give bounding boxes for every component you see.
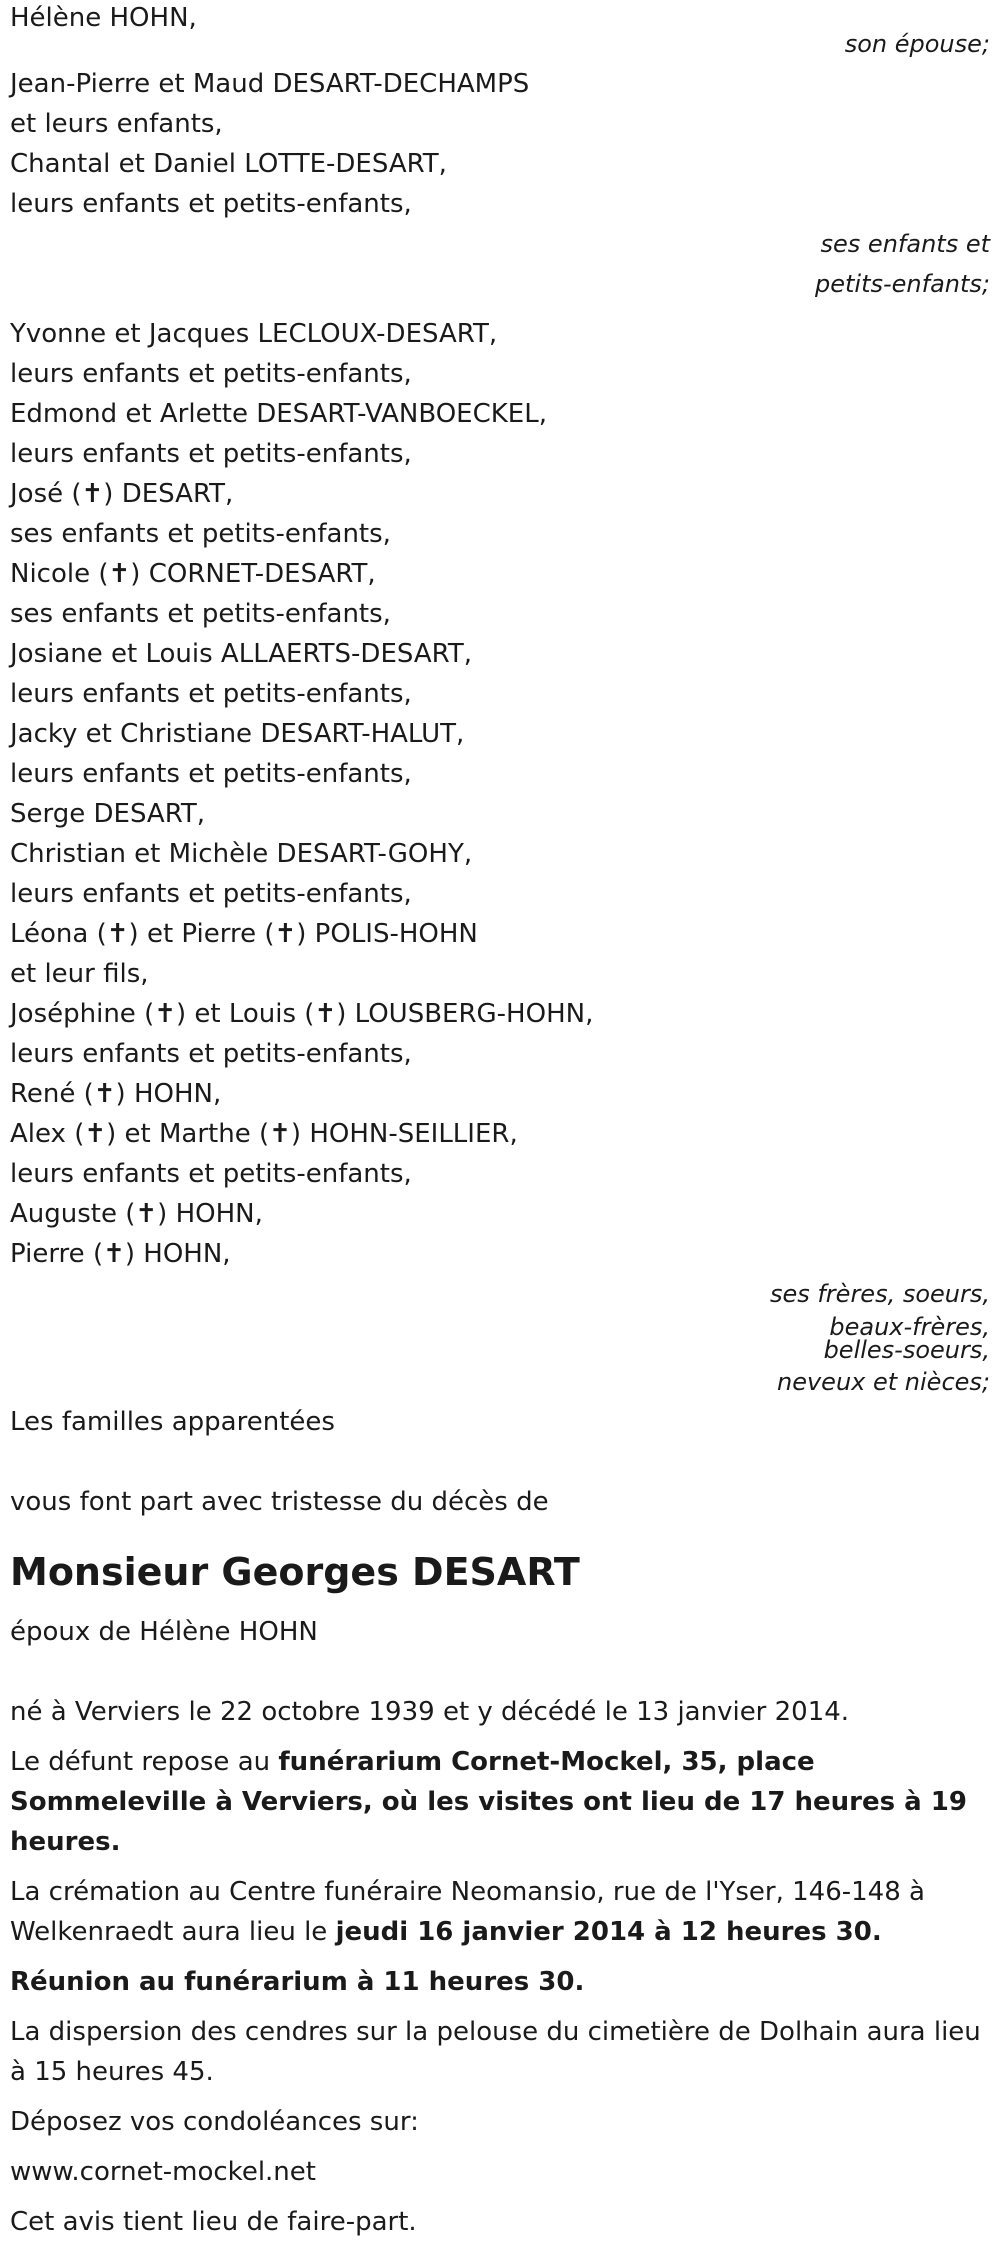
condolences-line: Déposez vos condoléances sur: <box>10 2107 419 2137</box>
spouse-of-line: époux de Hélène HOHN <box>10 1617 318 1647</box>
born-paragraph: né à Verviers le 22 octobre 1939 et y décédé le 13 janvier 2014. <box>10 1697 850 1727</box>
meeting-paragraph: Réunion au funérarium à 11 heures 30. <box>10 1967 585 1997</box>
sibling-line: Nicole (✝) CORNET-DESART, <box>10 559 376 589</box>
sibling-line: leurs enfants et petits-enfants, <box>10 1039 412 1069</box>
child-line: Jean-Pierre et Maud DESART-DECHAMPS <box>10 69 530 99</box>
sibling-line: et leur fils, <box>10 959 149 989</box>
child-line: leurs enfants et petits-enfants, <box>10 189 412 219</box>
cremation-intro: La crémation au Centre funéraire Neomansio, rue de l'Yser, 146-148 à Welkenraedt aura lieu le <box>10 1877 925 1947</box>
deceased-name: Monsieur Georges DESART <box>10 1550 580 1594</box>
cremation-paragraph <box>10 1872 990 1952</box>
sibling-line: ses enfants et petits-enfants, <box>10 599 391 629</box>
sibling-line: José (✝) DESART, <box>10 479 234 509</box>
child-line: Chantal et Daniel LOTTE-DESART, <box>10 149 447 179</box>
role-children: ses enfants et <box>820 230 990 258</box>
role-siblings: ses frères, soeurs, <box>769 1280 990 1308</box>
sibling-line: René (✝) HOHN, <box>10 1079 222 1109</box>
role-children: petits-enfants; <box>815 270 990 298</box>
sibling-line: Alex (✝) et Marthe (✝) HOHN-SEILLIER, <box>10 1119 518 1149</box>
role-spouse: son épouse; <box>844 30 990 58</box>
role-siblings: neveux et nièces; <box>777 1368 990 1396</box>
sibling-line: Léona (✝) et Pierre (✝) POLIS-HOHN <box>10 919 478 949</box>
website-link[interactable]: www.cornet-mockel.net <box>10 2157 316 2187</box>
announce-line: vous font part avec tristesse du décès de <box>10 1487 549 1517</box>
child-line: et leurs enfants, <box>10 109 223 139</box>
role-siblings: belles-soeurs, <box>823 1336 990 1364</box>
sibling-line: ses enfants et petits-enfants, <box>10 519 391 549</box>
sibling-line: Auguste (✝) HOHN, <box>10 1199 263 1229</box>
role-siblings: beaux-frères, <box>829 1313 990 1341</box>
sibling-line: leurs enfants et petits-enfants, <box>10 759 412 789</box>
sibling-line: leurs enfants et petits-enfants, <box>10 679 412 709</box>
closing-line: Cet avis tient lieu de faire-part. <box>10 2207 417 2237</box>
sibling-line: Christian et Michèle DESART-GOHY, <box>10 839 473 869</box>
sibling-line: Pierre (✝) HOHN, <box>10 1239 231 1269</box>
sibling-line: Yvonne et Jacques LECLOUX-DESART, <box>10 319 498 349</box>
sibling-line: Josiane et Louis ALLAERTS-DESART, <box>10 639 472 669</box>
spouse-name: Hélène HOHN, <box>10 3 197 33</box>
rest-paragraph <box>10 1742 990 1862</box>
sibling-line: leurs enfants et petits-enfants, <box>10 359 412 389</box>
rest-location: funérarium Cornet-Mockel, 35, place Sommeleville à Verviers, où les visites ont lieu de 17 heures à 19 heures. <box>10 1747 967 1857</box>
sibling-line: Joséphine (✝) et Louis (✝) LOUSBERG-HOHN, <box>10 999 594 1029</box>
sibling-line: Jacky et Christiane DESART-HALUT, <box>10 719 465 749</box>
sibling-line: Serge DESART, <box>10 799 206 829</box>
sibling-line: Edmond et Arlette DESART-VANBOECKEL, <box>10 399 547 429</box>
dispersion-paragraph: La dispersion des cendres sur la pelouse du cimetière de Dolhain aura lieu à 15 heures 45. <box>10 2017 981 2087</box>
rest-intro: Le défunt repose au <box>10 1747 279 1777</box>
sibling-line: leurs enfants et petits-enfants, <box>10 1159 412 1189</box>
sibling-line: leurs enfants et petits-enfants, <box>10 439 412 469</box>
sibling-line: leurs enfants et petits-enfants, <box>10 879 412 909</box>
cremation-date: jeudi 16 janvier 2014 à 12 heures 30. <box>335 1917 882 1947</box>
families-line: Les familles apparentées <box>10 1407 335 1437</box>
